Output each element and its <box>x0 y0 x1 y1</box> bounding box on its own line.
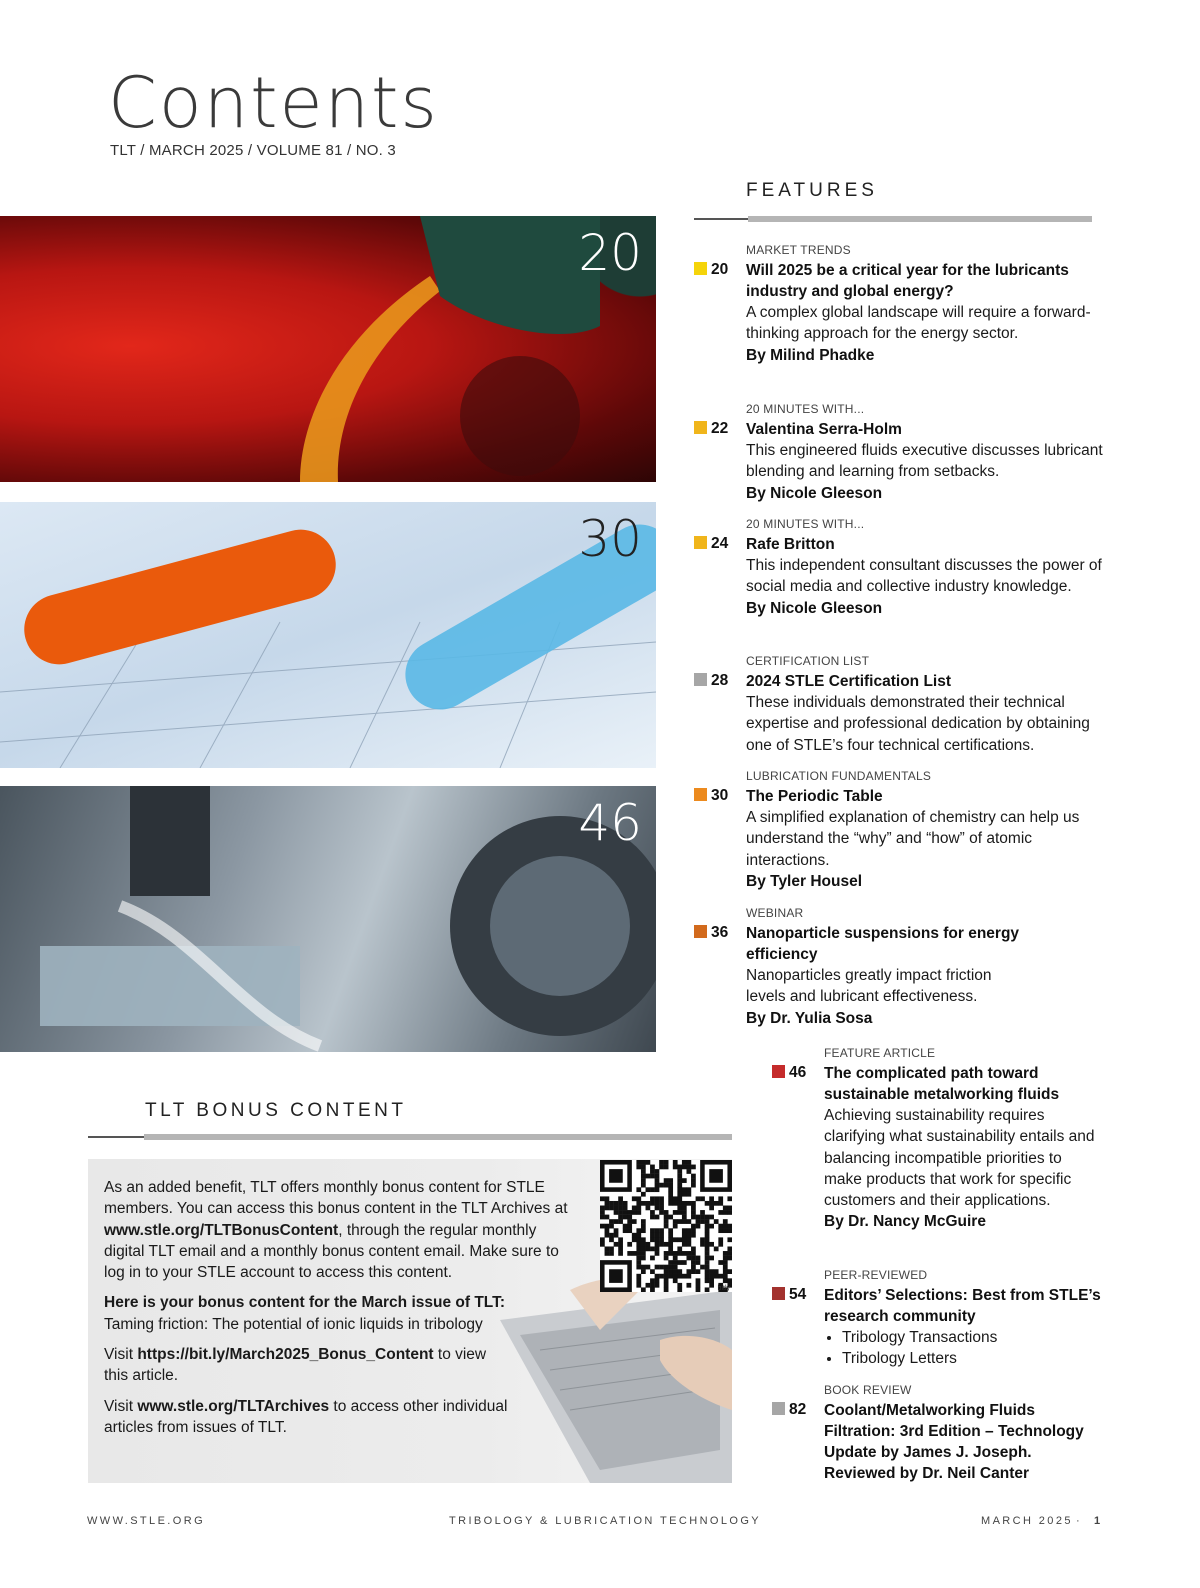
feature-byline: By Nicole Gleeson <box>746 599 883 617</box>
feature-category: LUBRICATION FUNDAMENTALS <box>746 769 932 783</box>
category-color-swatch <box>772 1065 785 1078</box>
bitly-link[interactable]: https://bit.ly/March2025_Bonus_Content <box>137 1346 434 1364</box>
category-color-swatch <box>772 1287 785 1300</box>
footer-website[interactable]: WWW.STLE.ORG <box>87 1515 206 1527</box>
feature-category: WEBINAR <box>746 906 804 920</box>
category-color-swatch <box>694 421 707 434</box>
archives-link[interactable]: www.stle.org/TLTArchives <box>137 1397 330 1415</box>
footer-page-number: 1 <box>1094 1515 1101 1527</box>
feature-page-number[interactable]: 20 <box>694 261 728 279</box>
qr-caption: bitly <box>717 1285 730 1292</box>
feature-entry[interactable] <box>746 517 1106 619</box>
feature-byline: By Dr. Yulia Sosa <box>746 1009 873 1027</box>
feature-headline[interactable]: Nanoparticle suspensions for energy efficiency <box>746 925 1020 963</box>
bonus-divider <box>88 1134 732 1140</box>
bonus-issue <box>104 1292 574 1335</box>
feature-headline[interactable]: The complicated path toward sustainable metalworking fluids <box>824 1065 1060 1103</box>
photo-test-tubes <box>0 502 656 768</box>
feature-page-number[interactable]: 30 <box>694 787 728 805</box>
category-color-swatch <box>694 536 707 549</box>
feature-entry[interactable] <box>746 906 1046 1029</box>
bonus-text <box>104 1177 574 1447</box>
photo-page-number: 46 <box>578 794 642 852</box>
feature-entry[interactable] <box>746 243 1106 366</box>
category-color-swatch <box>694 673 707 686</box>
photo-page-number: 20 <box>578 224 642 282</box>
footer-separator-dot: · <box>1076 1515 1080 1527</box>
category-color-swatch <box>694 788 707 801</box>
feature-description: A complex global landscape will require a forward-thinking approach for the energy sector. <box>746 304 1091 343</box>
footer-date: MARCH 2025 <box>981 1515 1073 1527</box>
feature-description: Nanoparticles greatly impact friction levels and lubricant effectiveness. <box>746 967 992 1006</box>
bonus-visit-archives: Visit www.stle.org/TLTArchives to access other individual articles from issues of TLT. <box>104 1397 508 1436</box>
photo-page-number: 30 <box>578 510 642 568</box>
qr-code[interactable] <box>600 1160 732 1292</box>
category-color-swatch <box>694 925 707 938</box>
feature-page-number[interactable]: 46 <box>772 1064 806 1082</box>
feature-description: Achieving sustainability requires clarifying what sustainability entails and balancing incompatible priorities to make products that work for specific customers and their applications. <box>824 1107 1095 1210</box>
feature-entry[interactable] <box>824 1383 1094 1484</box>
page-title: Contents <box>108 62 439 144</box>
photo-cnc-machining <box>0 786 656 1052</box>
bonus-content-link[interactable]: www.stle.org/TLTBonusContent <box>104 1221 339 1239</box>
feature-page-number[interactable]: 28 <box>694 672 728 690</box>
photo-oil-pour <box>0 216 656 482</box>
feature-headline[interactable]: Coolant/Metalworking Fluids Filtration: 3rd Edition – Technology Update by James J. Joseph. <box>824 1402 1084 1461</box>
feature-page-number[interactable]: 82 <box>772 1401 806 1419</box>
category-color-swatch <box>772 1402 785 1415</box>
issue-info: TLT / MARCH 2025 / VOLUME 81 / NO. 3 <box>110 142 396 159</box>
feature-category: CERTIFICATION LIST <box>746 654 870 668</box>
feature-description: These individuals demonstrated their technical expertise and professional dedication by obtaining one of STLE’s four technical certifications. <box>746 694 1090 754</box>
feature-headline[interactable]: Will 2025 be a critical year for the lubricants industry and global energy? <box>746 262 1069 300</box>
feature-page-number[interactable]: 54 <box>772 1286 806 1304</box>
feature-entry[interactable] <box>746 654 1096 756</box>
bonus-heading: TLT BONUS CONTENT <box>145 1100 407 1121</box>
bonus-visit-article: Visit https://bit.ly/March2025_Bonus_Content to view this article. <box>104 1346 487 1385</box>
feature-category: 20 MINUTES WITH... <box>746 517 865 531</box>
feature-entry[interactable] <box>746 402 1106 504</box>
footer-publication: TRIBOLOGY & LUBRICATION TECHNOLOGY <box>449 1515 762 1527</box>
feature-description: A simplified explanation of chemistry can help us understand the “why” and “how” of atomic interactions. <box>746 809 1080 869</box>
feature-headline[interactable]: Valentina Serra-Holm <box>746 421 902 438</box>
test-tubes-illustration <box>0 502 656 768</box>
cnc-illustration <box>0 786 656 1052</box>
bonus-intro: As an added benefit, TLT offers monthly bonus content for STLE members. You can access this bonus content in the TLT Archives at www.stle.org/TLTBonusContent, through the regular monthly digital TLT email and a monthly bonus content email. Make sure to log in to your STLE account to access this content. <box>104 1179 568 1282</box>
feature-category: BOOK REVIEW <box>824 1383 912 1397</box>
feature-headline[interactable]: The Periodic Table <box>746 788 883 805</box>
feature-entry[interactable] <box>746 769 1091 892</box>
feature-category: FEATURE ARTICLE <box>824 1046 936 1060</box>
feature-bullet-list <box>824 1327 1114 1370</box>
feature-page-number[interactable]: 24 <box>694 535 728 553</box>
feature-description: This engineered fluids executive discusses lubricant blending and learning from setbacks. <box>746 442 1103 481</box>
feature-byline: By Milind Phadke <box>746 346 875 364</box>
bonus-issue-title: Taming friction: The potential of ionic liquids in tribology <box>104 1315 483 1333</box>
feature-byline: By Tyler Housel <box>746 872 863 890</box>
list-item[interactable]: • Tribology Letters <box>842 1348 1114 1369</box>
feature-byline: By Nicole Gleeson <box>746 484 883 502</box>
features-heading: FEATURES <box>746 180 878 201</box>
feature-entry[interactable] <box>824 1268 1114 1370</box>
oil-pour-illustration <box>0 216 656 482</box>
category-color-swatch <box>694 262 707 275</box>
feature-category: MARKET TRENDS <box>746 243 851 257</box>
feature-headline[interactable]: Rafe Britton <box>746 536 835 553</box>
feature-entry[interactable] <box>824 1046 1100 1232</box>
bonus-issue-label: Here is your bonus content for the March issue of TLT: <box>104 1294 506 1312</box>
feature-byline: Reviewed by Dr. Neil Canter <box>824 1465 1030 1482</box>
feature-page-number[interactable]: 22 <box>694 420 728 438</box>
feature-description: This independent consultant discusses the power of social media and collective industry knowledge. <box>746 557 1102 596</box>
feature-category: PEER-REVIEWED <box>824 1268 928 1282</box>
feature-byline: By Dr. Nancy McGuire <box>824 1213 986 1231</box>
list-item[interactable]: • Tribology Transactions <box>842 1327 1114 1348</box>
feature-category: 20 MINUTES WITH... <box>746 402 865 416</box>
feature-page-number[interactable]: 36 <box>694 924 728 942</box>
features-divider <box>694 216 1092 222</box>
qr-code-graphic <box>600 1160 732 1292</box>
feature-headline[interactable]: 2024 STLE Certification List <box>746 673 951 690</box>
feature-headline[interactable]: Editors’ Selections: Best from STLE’s research community <box>824 1287 1101 1325</box>
